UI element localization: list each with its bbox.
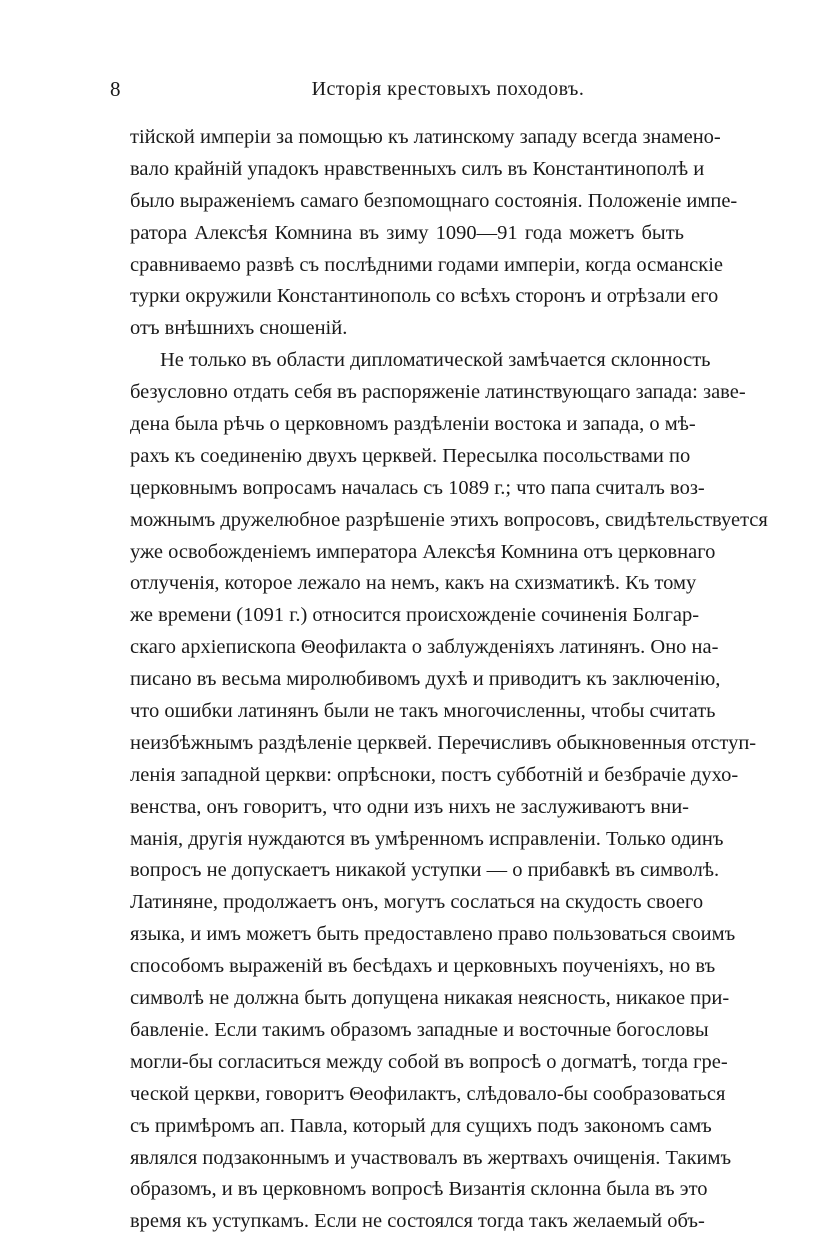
- text-line: Не только въ области дипломатической замѣчается склонность: [160, 349, 711, 372]
- text-line: тійской имперіи за помощью къ латинскому западу всегда знамено-: [130, 126, 721, 148]
- text-line: отлученія, которое лежало на немъ, какъ на схизматикѣ. Къ тому: [130, 572, 697, 595]
- text-line: же времени (1091 г.) относится происхожденіе сочиненія Болгар-: [130, 604, 700, 627]
- text-line: венства, онъ говоритъ, что одни изъ нихъ не заслуживаютъ вни-: [130, 795, 689, 818]
- text-line: ратора Алексѣя Комнина въ зиму 1090—91 года можетъ быть: [130, 221, 684, 244]
- text-line: способомъ выраженій въ бесѣдахъ и церковныхъ поученіяхъ, но въ: [130, 955, 716, 978]
- text-line: ленія западной церкви: опрѣсноки, постъ субботній и безбрачіе духо-: [130, 763, 739, 786]
- text-line: можнымъ дружелюбное разрѣшеніе этихъ вопросовъ, свидѣтельствуется: [130, 508, 768, 531]
- text-line: языка, и имъ можетъ быть предоставлено право пользоваться своимъ: [130, 923, 736, 946]
- text-line: съ примѣромъ ап. Павла, который для сущихъ подъ закономъ самъ: [130, 1114, 712, 1137]
- text-line: дена была рѣчь о церковномъ раздѣленіи востока и запада, о мѣ-: [130, 413, 696, 436]
- text-line: манія, другія нуждаются въ умѣренномъ исправленіи. Только одинъ: [130, 827, 724, 850]
- text-line: безусловно отдать себя въ распоряженіе латинствующаго запада: заве-: [130, 381, 746, 404]
- text-line: образомъ, и въ церковномъ вопросѣ Византія склонна была въ это: [130, 1178, 708, 1201]
- text-line: являлся подзаконнымъ и участвовалъ въ жертвахъ очищенія. Такимъ: [130, 1146, 732, 1169]
- text-line: могли-бы согласиться между собой въ вопросѣ о догматѣ, тогда гре-: [130, 1050, 728, 1073]
- text-line: бавленіе. Если такимъ образомъ западные и восточные богословы: [130, 1018, 709, 1041]
- text-line: ческой церкви, говоритъ Θеофилактъ, слѣдовало-бы сообразоваться: [130, 1082, 726, 1105]
- paragraph-2: [130, 345, 768, 1238]
- page-number: 8: [110, 77, 121, 101]
- text-line: скаго архіепископа Θеофилакта о заблужденіяхъ латинянъ. Оно на-: [130, 636, 719, 659]
- text-line: рахъ къ соединенію двухъ церквей. Пересылка посольствами по: [130, 444, 691, 467]
- text-line: время къ уступкамъ. Если не состоялся тогда такъ желаемый объ-: [130, 1210, 705, 1233]
- text-line: вопросъ не допускаетъ никакой уступки — о прибавкѣ въ символѣ.: [130, 859, 720, 882]
- text-line: отъ внѣшнихъ сношеній.: [130, 317, 348, 340]
- text-line: что ошибки латинянъ были не такъ многочисленны, чтобы считать: [130, 700, 716, 723]
- text-line: символѣ не должна быть допущена никакая неясность, никакое при-: [130, 987, 730, 1010]
- text-line: сравниваемо развѣ съ послѣдними годами имперіи, когда османскіе: [130, 253, 724, 276]
- text-line: уже освобожденіемъ императора Алексѣя Комнина отъ церковнаго: [130, 540, 716, 563]
- text-line: вало крайній упадокъ нравственныхъ силъ въ Константинополѣ и: [130, 157, 705, 180]
- text-line: турки окружили Константинополь со всѣхъ сторонъ и отрѣзали его: [130, 285, 719, 308]
- text-line: Латиняне, продолжаетъ онъ, могутъ сослаться на скудость своего: [130, 891, 704, 914]
- running-head: [110, 74, 750, 104]
- text-line: неизбѣжнымъ раздѣленіе церквей. Перечисливъ обыкновенныя отступ-: [130, 731, 757, 754]
- running-title: Исторія крестовыхъ походовъ.: [311, 78, 585, 100]
- text-line: было выраженіемъ самаго безпомощнаго состоянія. Положеніе импе-: [130, 189, 738, 212]
- text-line: писано въ весьма миролюбивомъ духѣ и приводитъ къ заключенію,: [130, 668, 721, 691]
- paragraph-1: [130, 122, 738, 345]
- body-text: [130, 122, 768, 1238]
- text-line: церковнымъ вопросамъ началась съ 1089 г.; что папа считалъ воз-: [130, 476, 705, 499]
